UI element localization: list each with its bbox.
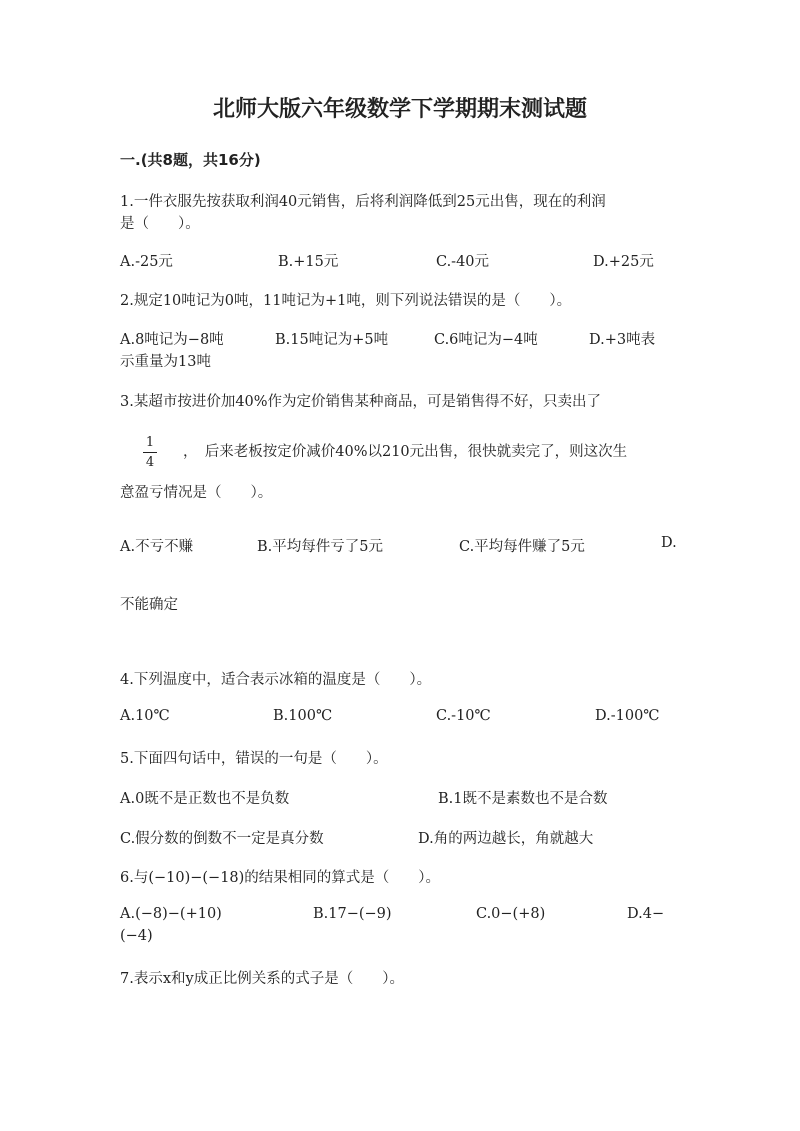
- question-4-option-d: D.-100℃: [595, 708, 660, 724]
- question-4-option-a: A.10℃: [120, 708, 170, 724]
- question-3-option-c: C.平均每件赚了5元: [459, 539, 585, 555]
- section-heading: 一.(共8题，共16分): [120, 151, 261, 169]
- question-3-text-cont: ， 后来老板按定价减价40%以210元出售，很快就卖完了，则这次生: [183, 444, 628, 460]
- question-3-option-d-cont: 不能确定: [120, 597, 178, 613]
- question-4-option-b: B.100℃: [273, 708, 333, 724]
- question-1-option-d: D.+25元: [593, 254, 654, 270]
- question-3-option-b: B.平均每件亏了5元: [257, 539, 383, 555]
- question-2-option-d: D.+3吨表: [589, 332, 656, 348]
- fraction-denominator: 4: [145, 455, 155, 470]
- question-2-option-d-cont: 示重量为13吨: [120, 354, 211, 370]
- question-1-option-b: B.+15元: [278, 254, 339, 270]
- question-5-option-b: B.1既不是素数也不是合数: [438, 791, 608, 807]
- question-2-option-b: B.15吨记为+5吨: [275, 332, 389, 348]
- question-1-text-cont: 是（ ）。: [120, 216, 200, 232]
- question-7-text: 7.表示x和y成正比例关系的式子是（ ）。: [120, 971, 404, 987]
- question-6-option-b: B.17−(−9): [313, 906, 392, 922]
- question-1-text: 1.一件衣服先按获取利润40元销售，后将利润降低到25元出售，现在的利润: [120, 194, 606, 210]
- question-3-option-a: A.不亏不赚: [120, 539, 194, 555]
- question-6-option-c: C.0−(+8): [476, 906, 546, 922]
- question-3-text-end: 意盈亏情况是（ ）。: [120, 485, 273, 501]
- question-5-option-d: D.角的两边越长，角就越大: [418, 831, 594, 847]
- fraction-bar: [143, 452, 157, 453]
- question-5-option-a: A.0既不是正数也不是负数: [120, 791, 290, 807]
- question-2-option-a: A.8吨记为−8吨: [120, 332, 224, 348]
- question-5-option-c: C.假分数的倒数不一定是真分数: [120, 831, 324, 847]
- question-4-text: 4.下列温度中，适合表示冰箱的温度是（ ）。: [120, 672, 432, 688]
- question-1-option-a: A.-25元: [120, 254, 173, 270]
- question-1-option-c: C.-40元: [436, 254, 490, 270]
- question-3-text: 3.某超市按进价加40%作为定价销售某种商品，可是销售得不好，只卖出了: [120, 394, 602, 410]
- fraction-numerator: 1: [145, 435, 155, 450]
- question-6-option-a: A.(−8)−(+10): [120, 906, 222, 922]
- question-2-option-c: C.6吨记为−4吨: [434, 332, 538, 348]
- page-title: 北师大版六年级数学下学期期末测试题: [212, 97, 587, 122]
- question-3-option-d: D.: [661, 535, 677, 551]
- question-6-option-d: D.4−: [627, 906, 665, 922]
- question-4-option-c: C.-10℃: [436, 708, 491, 724]
- question-6-option-d-cont: (−4): [120, 928, 153, 944]
- question-5-text: 5.下面四句话中，错误的一句是（ ）。: [120, 751, 388, 767]
- question-6-text: 6.与(−10)−(−18)的结果相同的算式是（ ）。: [120, 870, 441, 886]
- fraction-one-quarter: [143, 434, 157, 471]
- question-2-text: 2.规定10吨记为0吨，11吨记为+1吨，则下列说法错误的是（ ）。: [120, 293, 572, 309]
